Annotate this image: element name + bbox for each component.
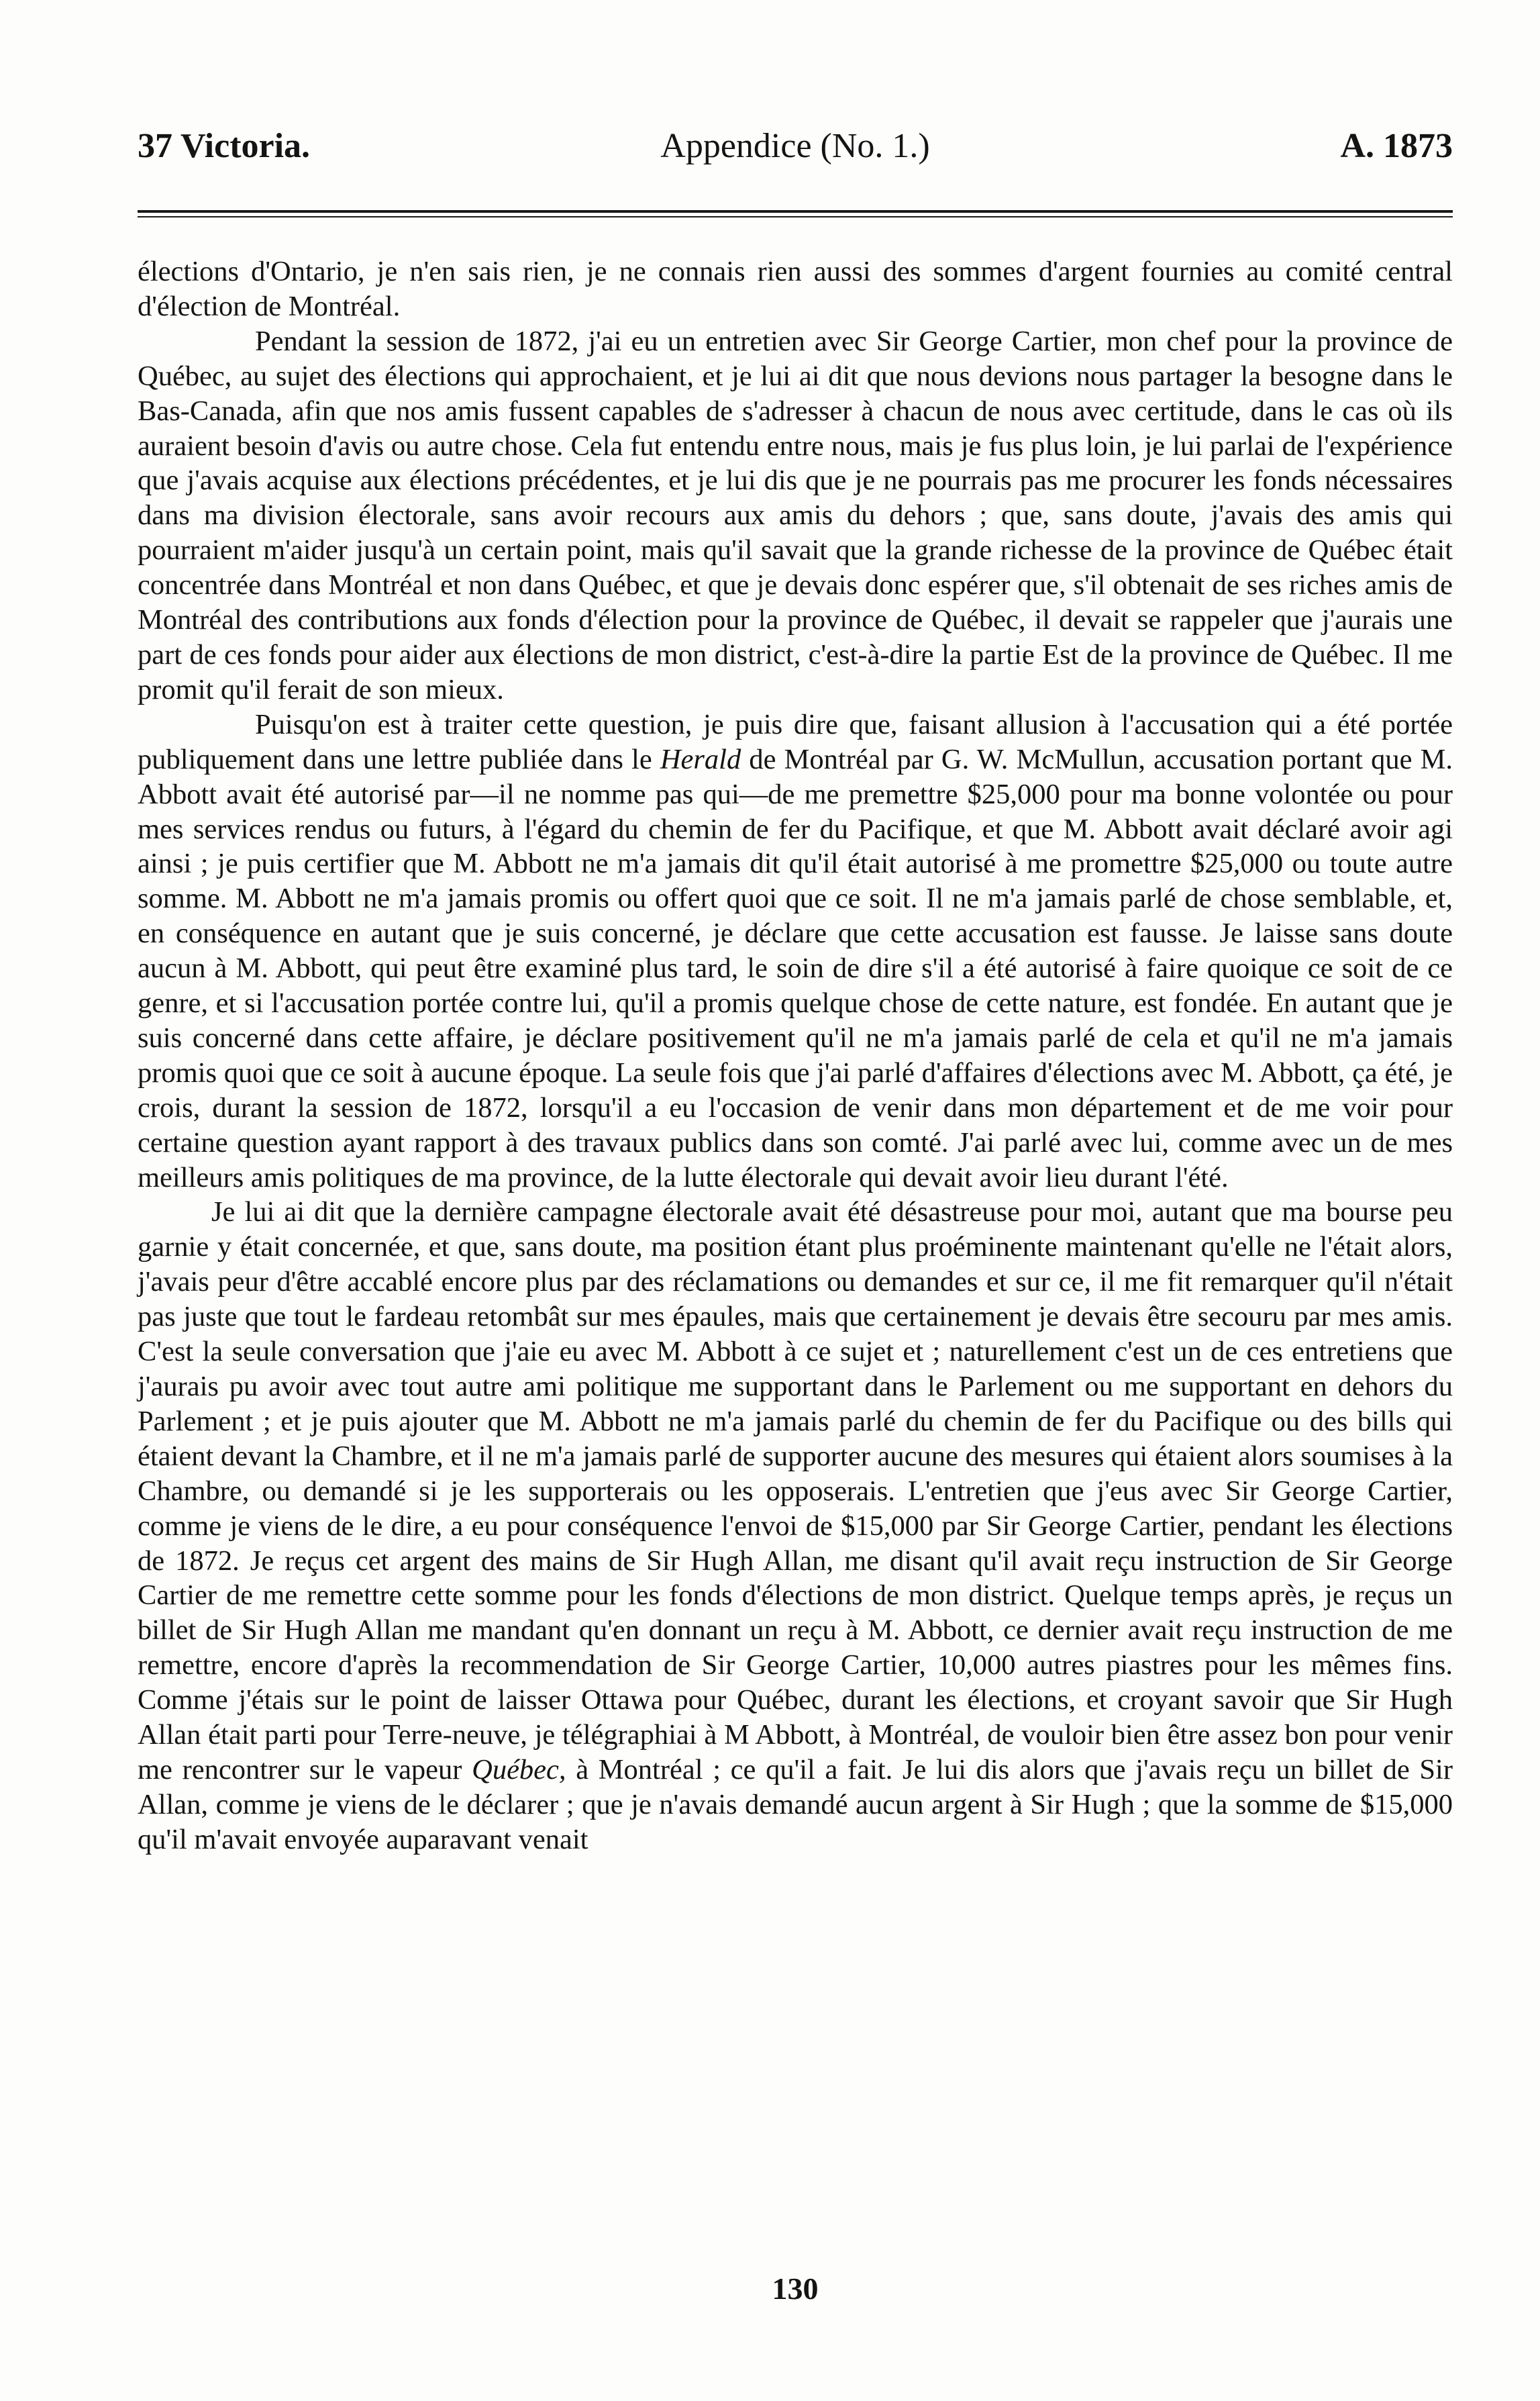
steamer-name: Québec, [472,1753,566,1785]
document-page [138,126,1453,2341]
running-header [138,126,1453,173]
paragraph-2-text: Pendant la session de 1872, j'ai eu un entretien avec Sir George Cartier, mon chef pour la province de Québec, au sujet des élections qui approchaient, et je lui ai dit que nous devions nous partager la besogne dans le Bas-Canada, afin que nos amis fussent capables de s'adresser à chacun de nous avec certitude, dans le cas où ils auraient besoin d'avis ou autre chose. Cela fut entendu entre nous, mais je fus plus loin, je lui parlai de l'expérience que j'avais acquise aux élections précédentes, et je lui dis que je ne pourrais pas me procurer les fonds nécessaires dans ma division électorale, sans avoir recours aux amis du dehors ; que, sans doute, j'avais des amis qui pourraient m'aider jusqu'à un certain point, mais qu'il savait que la grande richesse de la province de Québec était concentrée dans Montréal et non dans Québec, et que je devais donc espérer que, s'il obtenait de ses riches amis de Montréal des contributions aux fonds d'élection pour la province de Québec, il devait se rappeler que j'aurais une part de ces fonds pour aider aux élections de mon district, c'est-à-dire la partie Est de la province de Québec. Il me promit qu'il ferait de son mieux. [138,325,1453,705]
paragraph-3 [138,707,1453,1195]
paragraph-4-text-before: Je lui ai dit que la dernière campagne électorale avait été désastreuse pour moi, autant que ma bourse peu garnie y était concernée, et que, sans doute, ma position étant plus proéminente maintenant qu'elle ne l'était alors, j'avais peur d'être accablé encore plus par des réclamations ou demandes et sur ce, il me fit remarquer qu'il n'était pas juste que tout le fardeau retombât sur mes épaules, mais que certainement je devais être secouru par mes amis. C'est la seule conversation que j'aie eu avec M. Abbott à ce sujet et ; naturellement c'est un de ces entretiens que j'aurais pu avoir avec tout autre ami politique me supportant dans le Parlement ou me supportant en dehors du Parlement ; et je puis ajouter que M. Abbott ne m'a jamais parlé du chemin de fer du Pacifique ou des bills qui étaient devant la Chambre, et il ne m'a jamais parlé de supporter aucune des mesures qui étaient alors soumises à la Chambre, ou demandé si je les supporterais ou les opposerais. L'entretien que j'eus avec Sir George Cartier, comme je viens de le dire, a eu pour conséquence l'envoi de $15,000 par Sir George Cartier, pendant les élections de 1872. Je reçus cet argent des mains de Sir Hugh Allan, me disant qu'il avait reçu instruction de Sir George Cartier de me remettre cette somme pour les fonds d'élections de mon district. Quelque temps après, je reçus un billet de Sir Hugh Allan me mandant qu'en donnant un reçu à M. Abbott, ce dernier avait reçu instruction de me remettre, encore d'après la recommendation de Sir George Cartier, 10,000 autres piastres pour les mêmes fins. Comme j'étais sur le point de laisser Ottawa pour Québec, durant les élections, et croyant savoir que Sir Hugh Allan était parti pour Terre-neuve, je télégraphiai à M Abbott, à Montréal, de vouloir bien être assez bon pour venir me rencontrer sur le vapeur [138,1196,1453,1785]
paragraph-4 [138,1195,1453,1857]
paragraph-2 [138,324,1453,707]
paragraph-1 [138,254,1453,324]
newspaper-title: Herald [660,743,741,775]
header-rule [138,210,1453,217]
paragraph-3-text-before: Puisqu'on est à traiter cette question, je puis dire que, faisant allusion à l'accusation qui a été portée publiquement dans une lettre publiée dans le [138,708,1453,775]
header-appendix: Appendice (No. 1.) [660,127,930,165]
paragraph-1-text: élections d'Ontario, je n'en sais rien, je ne connais rien aussi des sommes d'argent fournies au comité central d'élection de Montréal. [138,256,1453,322]
body-text [138,254,1453,1857]
paragraph-4-text-after: à Montréal ; ce qu'il a fait. Je lui dis alors que j'avais reçu un billet de Sir Allan, comme je viens de le déclarer ; que je n'avais demandé aucun argent à Sir Hugh ; que la somme de $15,000 qu'il m'avait envoyée auparavant venait [138,1753,1453,1855]
header-year: A. 1873 [1340,127,1453,165]
paragraph-3-text-after: de Montréal par G. W. McMullun, accusation portant que M. Abbott avait été autorisé par—il ne nomme pas qui—de me premettre $25,000 pour ma bonne volontée ou pour mes services rendus ou futurs, à l'égard du chemin de fer du Pacifique, et que M. Abbott avait déclaré avoir agi ainsi ; je puis certifier que M. Abbott ne m'a jamais dit qu'il était autorisé à me promettre $25,000 ou toute autre somme. M. Abbott ne m'a jamais promis ou offert quoi que ce soit. Il ne m'a jamais parlé de chose semblable, et, en conséquence en autant que je suis concerné, je déclare que cette accusation est fausse. Je laisse sans doute aucun à M. Abbott, qui peut être examiné plus tard, le soin de dire s'il a été autorisé à faire quoique ce soit de ce genre, et si l'accusation portée contre lui, qu'il a promis quelque chose de cette nature, est fondée. En autant que je suis concerné dans cette affaire, je déclare positivement qu'il ne m'a jamais parlé de cela et qu'il ne m'a jamais promis quoi que ce soit à aucune époque. La seule fois que j'ai parlé d'affaires d'élections avec M. Abbott, ça été, je crois, durant la session de 1872, lorsqu'il a eu l'occasion de venir dans mon département et de me voir pour certaine question ayant rapport à des travaux publics dans son comté. J'ai parlé avec lui, comme avec un de mes meilleurs amis politiques de ma province, de la lutte électorale qui devait avoir lieu durant l'été. [138,743,1453,1193]
header-volume: 37 Victoria. [138,127,311,165]
page-number: 130 [772,2271,819,2306]
